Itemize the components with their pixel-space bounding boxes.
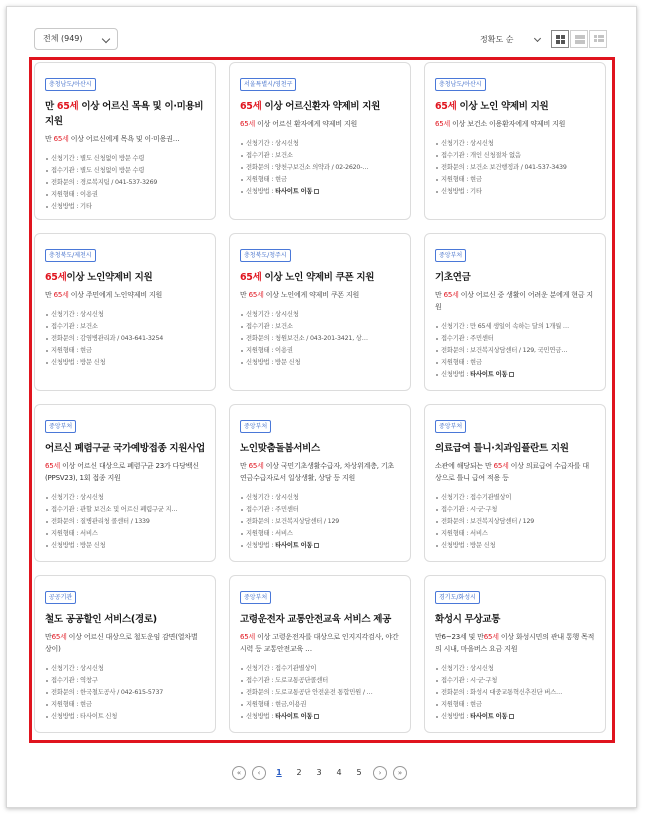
chevron-down-icon [534,35,541,42]
card-description-text: 만6~23세 및 만 [435,633,484,641]
card-title-text: 65세 [435,101,457,112]
card-info-item: 전화문의 : 한국철도공사 / 042-615-5737 [45,687,205,699]
service-card[interactable] [424,62,606,220]
toolbar [34,28,609,52]
card-description-text: 이상 화성시민의 관내 통행 목적의 시내, 마을버스 요금 지원 [435,633,595,653]
apply-method-label: 신청방법 : [246,188,276,195]
card-description-text: 이상 어르신에게 목욕 및 이·미용권… [68,135,180,143]
card-info-item: 접수기관 : 별도 신청없이 방문 수령 [45,165,205,177]
external-site-link[interactable]: 타사이트 이동 [275,542,313,549]
card-info-item: 신청방법 : 기타 [45,201,205,213]
apply-method-label: 신청방법 : [246,713,276,720]
card-apply-method [240,186,400,198]
card-info-item: 지원형태 : 서비스 [240,528,400,540]
card-info-item: 접수기관 : 도로교통공단콜센터 [240,675,400,687]
card-info-list [45,663,205,723]
card-info-item: 지원형태 : 현금 [435,699,595,711]
card-description-text: 만 [240,462,249,470]
card-apply-method [240,540,400,552]
card-info-item: 접수기관 : 보건소 [45,321,205,333]
card-title-text: 만 [45,101,57,112]
external-link-icon [314,543,319,548]
card-title[interactable] [45,441,205,456]
region-badge: 중앙부처 [45,420,76,433]
compact-view-button[interactable] [589,30,607,48]
card-description-text: 이상 보건소 이용환자에게 약제비 지원 [450,120,566,128]
card-info-item: 지원형태 : 서비스 [45,528,205,540]
card-description-text: 이상 어르신 환자에게 약제비 지원 [255,120,358,128]
card-info-item: 신청기간 : 만 65세 생일이 속하는 달의 1개월 … [435,321,595,333]
card-info-item: 전화문의 : 감염병관리과 / 043-641-3254 [45,333,205,345]
card-apply-method [435,369,595,381]
card-info-item: 접수기관 : 시·군·구청 [435,504,595,516]
card-title-text: 기초연금 [435,272,471,283]
card-description-text: 65세 [435,120,451,128]
card-title[interactable] [435,612,595,627]
external-site-link[interactable]: 타사이트 이동 [470,371,508,378]
region-badge: 중앙부처 [240,591,271,604]
card-info-item: 지원형태 : 현금 [435,357,595,369]
card-info-item: 신청기간 : 상시신청 [240,309,400,321]
card-description-text: 65세 [45,462,61,470]
card-info-item: 신청기간 : 상시신청 [240,138,400,150]
card-title[interactable] [45,612,205,627]
card-info-item: 신청기간 : 상시신청 [435,663,595,675]
card-description-text: 65세 [493,462,509,470]
last-page-button[interactable]: » [393,766,407,780]
card-title-text: 이상 노인 약제비 쿠폰 지원 [261,272,375,283]
card-info-item: 접수기관 : 주민센터 [435,333,595,345]
service-card[interactable] [424,404,606,562]
apply-method-label: 신청방법 : [441,371,471,378]
card-description-text: 65세 [240,120,256,128]
card-info-item: 신청방법 : 방문 신청 [435,540,595,552]
card-description [435,460,595,484]
card-info-list [45,153,205,213]
first-page-button[interactable]: « [232,766,246,780]
card-description-text: 65세 [240,633,256,641]
card-description-text: 65세 [51,633,67,641]
card-info-item: 지원형태 : 이용권 [240,345,400,357]
service-card[interactable] [34,575,216,733]
card-description [240,460,400,484]
card-info-list [45,492,205,552]
card-info-item: 신청기간 : 별도 신청없이 방문 수령 [45,153,205,165]
card-title[interactable] [240,270,400,285]
category-filter-select[interactable] [34,28,118,50]
external-link-icon [314,714,319,719]
card-title-text: 이상 어르신 목욕 및 이·미용비 지원 [45,101,204,127]
card-info-item: 신청기간 : 상시신청 [435,138,595,150]
card-description-text: 65세 [53,135,69,143]
service-card[interactable] [229,575,411,733]
card-description-text: 만 [45,135,54,143]
card-description-text: 만 [45,291,54,299]
card-description [435,118,595,130]
service-card[interactable] [229,62,411,220]
card-apply-method [435,711,595,723]
next-page-button[interactable]: › [373,766,387,780]
grid-view-button[interactable] [551,30,569,48]
card-info-item: 지원형태 : 현금 [45,345,205,357]
card-info-item: 신청방법 : 타사이트 신청 [45,711,205,723]
card-info-item: 지원형태 : 현금 [45,699,205,711]
card-title-text: 철도 공공할인 서비스(경로) [45,614,157,625]
category-filter-value: 전체 (949) [43,34,83,43]
card-info-item: 신청방법 : 기타 [435,186,595,198]
card-info-list [240,309,400,369]
service-card[interactable] [229,233,411,391]
region-badge: 경기도/화성시 [435,591,480,604]
card-title-text: 이상 노인약제비 지원 [66,272,153,283]
list-view-icon [575,35,585,39]
card-info-item: 전화문의 : 보건복지상담센터 / 129 [435,516,595,528]
card-description-text: 만 [240,291,249,299]
external-site-link[interactable]: 타사이트 이동 [275,713,313,720]
page-2-link[interactable]: 2 [296,768,302,777]
card-info-list [240,138,400,198]
card-info-item: 접수기관 : 보건소 [240,150,400,162]
region-badge: 충청북도/청주시 [240,249,291,262]
region-badge: 중앙부처 [240,420,271,433]
card-info-item: 신청기간 : 상시신청 [240,492,400,504]
card-description [240,289,400,301]
card-info-item: 신청방법 : 방문 신청 [240,357,400,369]
card-info-item: 지원형태 : 현금 [435,174,595,186]
card-info-list [435,321,595,381]
card-description-text: 65세 [248,291,264,299]
card-description-text: 이상 국민기초생활수급자, 차상위계층, 기초연금수급자로서 일상생활, 상담 등 지원 [240,462,394,482]
card-info-item: 전화문의 : 화성시 대중교통혁신추진단 버스… [435,687,595,699]
region-badge: 충청북도/제천시 [45,249,96,262]
card-description [45,460,205,484]
card-title-text: 이상 노인 약제비 지원 [456,101,549,112]
service-card[interactable] [34,62,216,220]
card-title-text: 고령운전자 교통안전교육 서비스 제공 [240,614,392,625]
card-info-item: 전화문의 : 보건복지상담센터 / 129, 국민연금… [435,345,595,357]
card-info-item: 접수기관 : 관할 보건소 및 어르신 폐렴구균 지… [45,504,205,516]
card-title[interactable] [45,99,205,129]
card-description [435,631,595,655]
card-info-item: 전화문의 : 질병관리청 콜센터 / 1339 [45,516,205,528]
sort-select[interactable] [480,32,544,48]
page-1-link[interactable]: 1 [276,768,282,777]
card-title-text: 65세 [240,101,262,112]
card-apply-method [240,711,400,723]
card-info-item: 신청방법 : 방문 신청 [45,540,205,552]
card-description [45,631,205,655]
card-description [45,289,205,301]
card-info-list [435,663,595,723]
page-3-link[interactable]: 3 [316,768,322,777]
card-title-text: 65세 [240,272,262,283]
region-badge: 충청남도/아산시 [435,78,486,91]
card-info-item: 신청기간 : 접수기관별상이 [435,492,595,504]
card-description-text: 이상 주민에게 노인약제비 지원 [68,291,163,299]
card-description [240,118,400,130]
card-title-text: 어르신 폐렴구균 국가예방접종 지원사업 [45,443,205,454]
service-card[interactable] [424,233,606,391]
view-toggle [551,30,611,50]
region-badge: 서울특별시/영천구 [240,78,296,91]
card-info-list [240,663,400,723]
list-view-button[interactable] [570,30,588,48]
card-info-item: 접수기관 : 보건소 [240,321,400,333]
card-info-item: 신청기간 : 상시신청 [45,309,205,321]
card-title-text: 의료급여 틀니·치과임플란트 지원 [435,443,569,454]
sort-value: 정확도 순 [480,35,514,44]
card-info-item: 전화문의 : 경로복지팀 / 041-537-3269 [45,177,205,189]
card-info-item: 전화문의 : 보건소 보건행정과 / 041-537-3439 [435,162,595,174]
card-title[interactable] [240,612,400,627]
external-site-link[interactable]: 타사이트 이동 [275,188,313,195]
card-title-text: 65세 [56,101,79,112]
card-description [240,631,400,655]
card-info-item: 신청방법 : 방문 신청 [45,357,205,369]
card-info-item: 지원형태 : 이용권 [45,189,205,201]
external-link-icon [509,372,514,377]
card-info-item: 지원형태 : 현금 [240,174,400,186]
card-title-text: 화성시 무상교통 [435,614,501,625]
card-description-text: 65세 [443,291,459,299]
card-info-list [240,492,400,552]
card-info-list [45,309,205,369]
prev-page-button[interactable]: ‹ [252,766,266,780]
card-title-text: 65세 [45,272,67,283]
service-card[interactable] [34,404,216,562]
card-title[interactable] [435,441,595,456]
card-info-item: 접수기관 : 주민센터 [240,504,400,516]
card-info-item: 지원형태 : 서비스 [435,528,595,540]
card-title[interactable] [45,270,205,285]
card-info-item: 접수기관 : 역창구 [45,675,205,687]
card-description-text: 이상 어르신 대상으로 폐렴구균 23가 다당백신(PPSV23), 1회 접종 지원 [45,462,199,482]
card-info-item: 신청기간 : 상시신청 [45,663,205,675]
card-info-item: 접수기관 : 시·군·구청 [435,675,595,687]
card-title[interactable] [240,441,400,456]
card-description-text: 이상 노인에게 약제비 쿠폰 지원 [263,291,360,299]
card-info-item: 전화문의 : 보건복지상담센터 / 129 [240,516,400,528]
external-link-icon [314,189,319,194]
grid-view-icon [556,35,560,39]
card-description-text: 이상 의료급여 수급자를 대상으로 틀니 급여 적용 등 [435,462,589,482]
card-description-text: 65세 [248,462,264,470]
apply-method-label: 신청방법 : [246,542,276,549]
card-info-list [435,492,595,552]
chevron-down-icon [102,35,110,43]
region-badge: 중앙부처 [435,420,466,433]
card-description [45,133,205,145]
card-title[interactable] [240,99,400,114]
card-title-text: 이상 어르신환자 약제비 지원 [261,101,381,112]
card-description-text: 소관에 해당되는 만 [435,462,494,470]
pagination [232,766,412,782]
card-description-text: 이상 어르신 대상으로 철도운임 감면(열차별 상이) [45,633,198,653]
card-title[interactable] [435,99,595,114]
card-description-text: 65세 [53,291,69,299]
card-info-item: 신청기간 : 접수기관별상이 [240,663,400,675]
card-description-text: 만 [45,633,52,641]
card-description-text: 이상 고령운전자를 대상으로 인지지각검사, 야간시력 등 교통안전교육 … [240,633,399,653]
card-title-text: 노인맞춤돌봄서비스 [240,443,320,454]
page-5-link[interactable]: 5 [356,768,362,777]
apply-method-label: 신청방법 : [441,713,471,720]
service-card-grid [34,62,610,740]
card-info-item: 신청기간 : 상시신청 [45,492,205,504]
region-badge: 충청남도/아산시 [45,78,96,91]
page-4-link[interactable]: 4 [336,768,342,777]
card-info-item: 전화문의 : 도로교통공단 안전운전 통합민원 / … [240,687,400,699]
service-card[interactable] [34,233,216,391]
card-description-text: 만 [435,291,444,299]
external-site-link[interactable]: 타사이트 이동 [470,713,508,720]
card-title[interactable] [435,270,595,285]
card-info-item: 지원형태 : 현금,이용권 [240,699,400,711]
region-badge: 공공기관 [45,591,76,604]
card-info-list [435,138,595,198]
service-card[interactable] [229,404,411,562]
card-description [435,289,595,313]
card-info-item: 접수기관 : 개인 신청절차 없음 [435,150,595,162]
service-card[interactable] [424,575,606,733]
card-info-item: 전화문의 : 양천구보건소 의약과 / 02-2620-… [240,162,400,174]
card-info-item: 전화문의 : 청원보건소 / 043-201-3421, 상… [240,333,400,345]
compact-view-icon [594,35,597,38]
external-link-icon [509,714,514,719]
card-description-text: 이상 어르신 중 생활이 어려운 분에게 현금 지원 [435,291,593,311]
region-badge: 중앙부처 [435,249,466,262]
card-description-text: 65세 [483,633,499,641]
